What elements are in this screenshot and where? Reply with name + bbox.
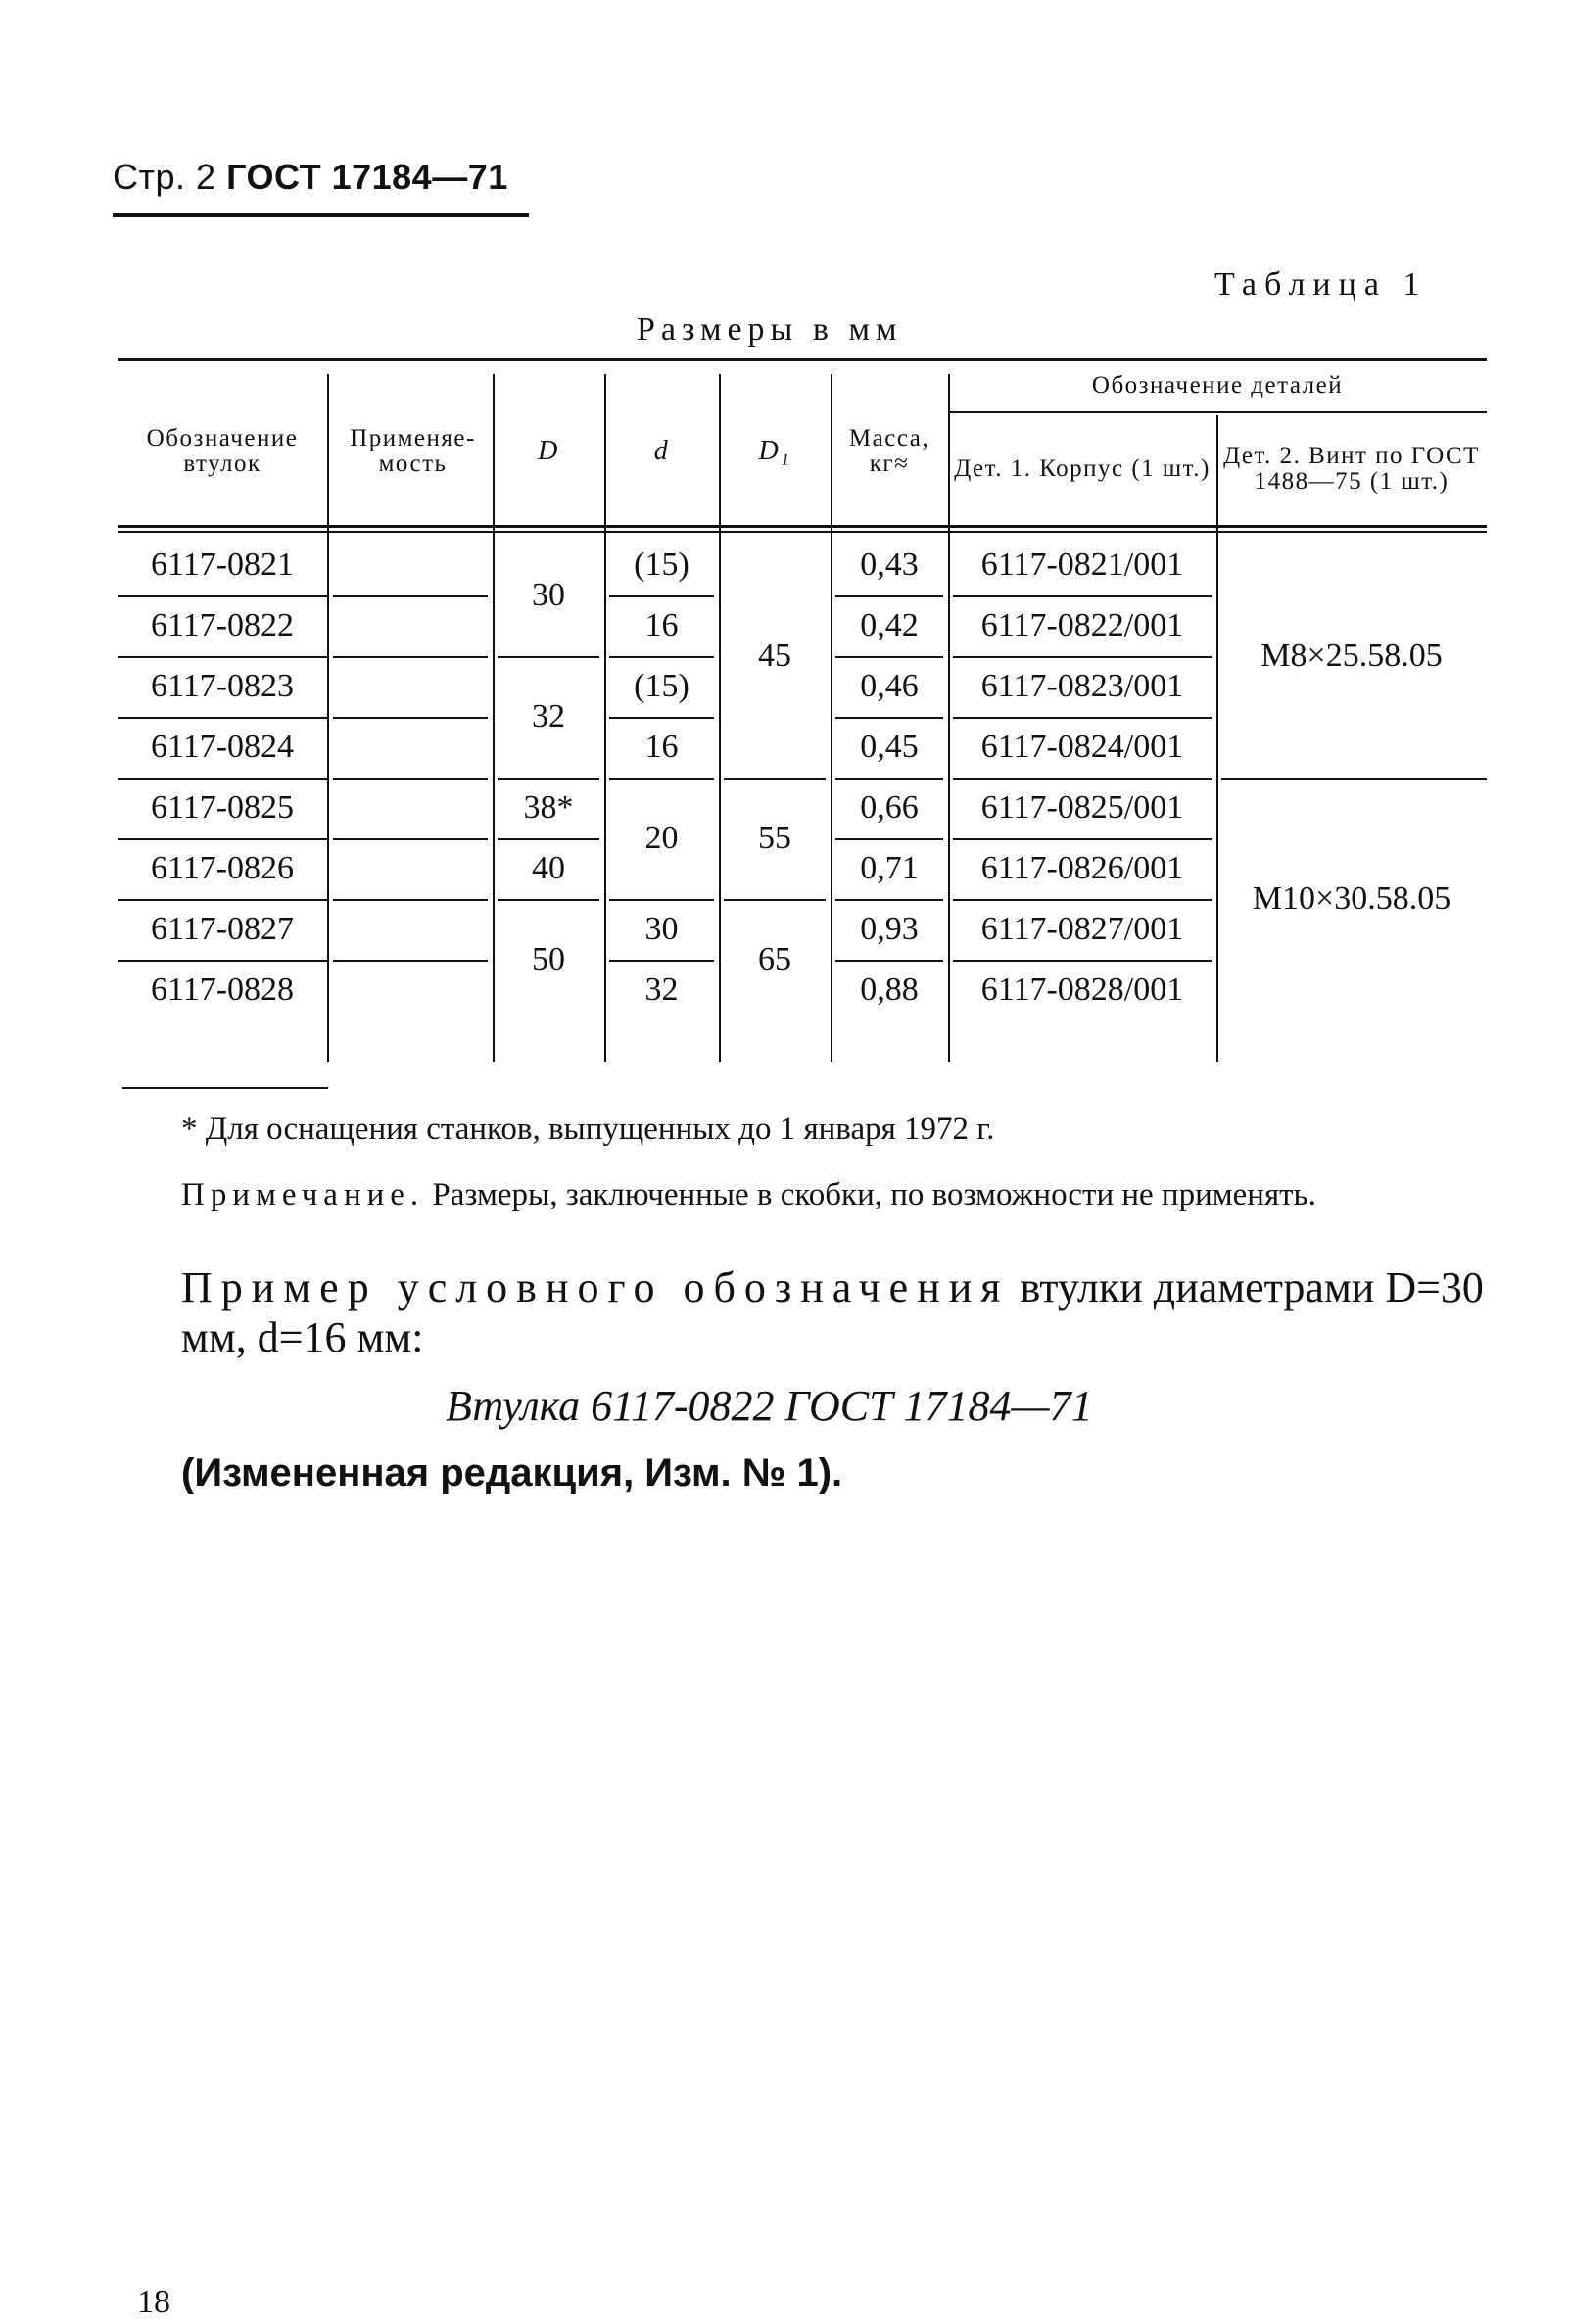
header-applicability: Применяе-мость (350, 424, 476, 477)
d-value: 30 (644, 911, 679, 948)
D-value: 40 (532, 850, 565, 887)
table-number: Таблица 1 (1214, 266, 1428, 303)
screw-value: М10×30.58.05 (1252, 880, 1451, 918)
designation-cell: 6117-0827 (150, 911, 295, 948)
footnote: * Для оснащения станков, выпущенных до 1 января 1972 г. (181, 1112, 995, 1147)
designation-cell: 6117-0825 (150, 789, 295, 827)
D1-value: 45 (758, 638, 791, 675)
D1-value: 65 (758, 941, 791, 978)
header-bottom-rule (118, 525, 1487, 528)
mass-cell: 0,42 (860, 607, 919, 644)
row-rule (724, 899, 826, 901)
part1-cell: 6117-0826/001 (980, 850, 1184, 887)
D-value: 30 (532, 577, 565, 614)
header-D: D (538, 436, 559, 467)
header-bottom-rule-2 (118, 531, 1487, 533)
designation-cell: 6117-0826 (150, 850, 295, 887)
mass-cell: 0,45 (860, 729, 919, 766)
col-rule (327, 374, 329, 1062)
part1-cell: 6117-0822/001 (980, 607, 1184, 644)
part1-cell: 6117-0828/001 (980, 972, 1184, 1009)
row-rule (609, 960, 714, 962)
d-value: 20 (644, 820, 679, 857)
row-rule (333, 656, 488, 658)
row-rule (498, 838, 599, 840)
part1-cell: 6117-0823/001 (980, 668, 1184, 705)
row-rule (609, 778, 714, 780)
header-mass: Масса, кг≈ (848, 424, 930, 477)
part1-cell: 6117-0825/001 (980, 789, 1184, 827)
standard-number: ГОСТ 17184—71 (226, 157, 508, 197)
page-prefix: Стр. 2 (113, 157, 216, 197)
units-caption: Размеры в мм (637, 311, 903, 348)
row-rule (498, 899, 599, 901)
row-rule (498, 778, 599, 780)
mass-cell: 0,71 (860, 850, 919, 887)
header-D1: D₁ (758, 436, 791, 467)
d-value: (15) (634, 668, 689, 705)
D1-value: 55 (758, 820, 791, 857)
header-rule (113, 213, 529, 217)
designation-example: Втулка 6117-0822 ГОСТ 17184—71 (446, 1382, 1093, 1430)
example-text: втулки диаметрами D=30 мм, d=16 мм: (181, 1263, 1484, 1361)
part1-cell: 6117-0821/001 (980, 546, 1184, 584)
row-rule (333, 838, 488, 840)
d-value: (15) (634, 546, 689, 584)
row-rule (333, 778, 488, 780)
D-value: 32 (532, 698, 565, 735)
mass-cell: 0,46 (860, 668, 919, 705)
example-paragraph (181, 1263, 1494, 1362)
d-value: 32 (644, 972, 679, 1009)
change-note: (Измененная редакция, Изм. № 1). (181, 1451, 843, 1494)
example-lead: Пример условного обозначения (181, 1263, 1010, 1311)
designation-cell: 6117-0828 (150, 972, 295, 1009)
page-header (113, 157, 508, 198)
row-rule (609, 717, 714, 719)
header-details-group: Обозначение деталей (1091, 371, 1344, 399)
row-rule (609, 899, 714, 901)
group-rule (948, 411, 1487, 413)
page-number: 18 (137, 2284, 170, 2320)
header-designation: Обозначение втулок (146, 424, 299, 477)
row-rule (609, 656, 714, 658)
row-rule (333, 899, 488, 901)
designation-cell: 6117-0823 (150, 668, 295, 705)
note (181, 1175, 1489, 1214)
mass-cell: 0,93 (860, 911, 919, 948)
row-rule (333, 717, 488, 719)
row-rule (498, 656, 599, 658)
designation-cell: 6117-0821 (150, 546, 295, 584)
row-rule (1221, 778, 1487, 780)
header-part1: Дет. 1. Корпус (1 шт.) (954, 454, 1211, 482)
D-value: 50 (532, 941, 565, 978)
D-value: 38* (523, 789, 574, 827)
part1-cell: 6117-0827/001 (980, 911, 1184, 948)
d-value: 16 (644, 729, 679, 766)
screw-value: М8×25.58.05 (1260, 638, 1443, 675)
designation-cell: 6117-0824 (150, 729, 295, 766)
note-label: Примечание. (181, 1177, 425, 1212)
mass-cell: 0,88 (860, 972, 919, 1009)
part1-cell: 6117-0824/001 (980, 729, 1184, 766)
dimensions-table (118, 358, 1487, 1054)
header-d: d (653, 436, 670, 467)
d-value: 16 (644, 607, 679, 644)
designation-cell: 6117-0822 (150, 607, 295, 644)
mass-cell: 0,43 (860, 546, 919, 584)
row-rule (333, 960, 488, 962)
row-rule (609, 595, 714, 597)
mass-cell: 0,66 (860, 789, 919, 827)
header-part2: Дет. 2. Винт по ГОСТ 1488—75 (1 шт.) (1223, 442, 1480, 495)
table-top-rule (118, 358, 1487, 361)
note-text: Размеры, заключенные в скобки, по возможности не применять. (424, 1177, 1316, 1212)
footnote-rule (122, 1087, 328, 1089)
row-rule (724, 778, 826, 780)
row-rule (333, 595, 488, 597)
